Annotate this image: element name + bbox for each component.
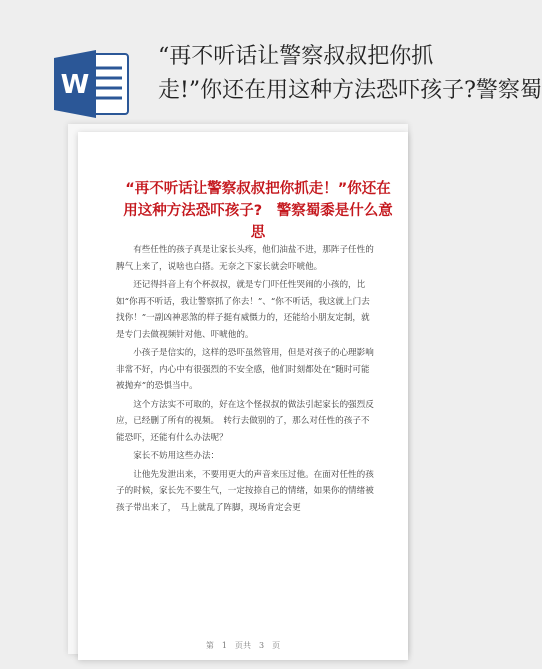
document-title bbox=[118, 178, 398, 244]
paragraph: 小孩子是信实的，这样的恐吓虽然管用，但是对孩子的心理影响非常不好，内心中有很强烈的不安全感，他们时刻都处在“随时可能被抛弃”的恐惧当中。 bbox=[116, 348, 374, 391]
paragraph: 这个方法实不可取的，好在这个怪叔叔的做法引起家长的强烈反应，已经删了所有的视频。 转行去做别的了，那么对任性的孩子不能恐吓，还能有什么办法呢？ bbox=[116, 399, 374, 443]
header-title-line1: “再不听话让警察叔叔把你抓 bbox=[158, 44, 434, 69]
document-body bbox=[116, 242, 378, 518]
header-title bbox=[158, 40, 542, 108]
document-title-line2: 用这种方法恐吓孩子? 警察蜀黍是什么意思 bbox=[123, 203, 393, 241]
paragraph: 有些任性的孩子真是让家长头疼，他们油盐不进，那阵子任性的脾气上来了，说啥也白搭。无奈之下家长就会吓唬他。 bbox=[116, 245, 374, 272]
header-title-line2: 走!”你还在用这种方法恐吓孩子?警察蜀 bbox=[158, 78, 542, 103]
document-page bbox=[78, 132, 408, 660]
word-icon bbox=[52, 48, 132, 120]
paragraph: 家长不妨用这些办法： bbox=[133, 451, 220, 461]
document-title-line1: “再不听话让警察叔叔把你抓走！”你还在 bbox=[125, 181, 391, 197]
svg-text:W: W bbox=[60, 70, 90, 100]
page-footer: 第 1 页共 3 页 bbox=[205, 641, 281, 650]
paragraph: 让他先发泄出来，不要用更大的声音来压过他。在面对任性的孩子的时候，家长先不要生气，一定按捺自己的情绪，如果你的情绪被孩子带出来了， 马上就乱了阵脚，现场肯定会更 bbox=[116, 469, 374, 513]
paragraph: 还记得抖音上有个杯叔叔，就是专门吓任性哭闹的小孩的，比如“你再不听话，我让警察抓了你去！”、“你不听话，我这就上门去找你！”一副凶神恶煞的样子挺有威慑力的，还能给小朋友定制，就是专门去做视频针对他、吓唬他的。 bbox=[116, 280, 370, 340]
